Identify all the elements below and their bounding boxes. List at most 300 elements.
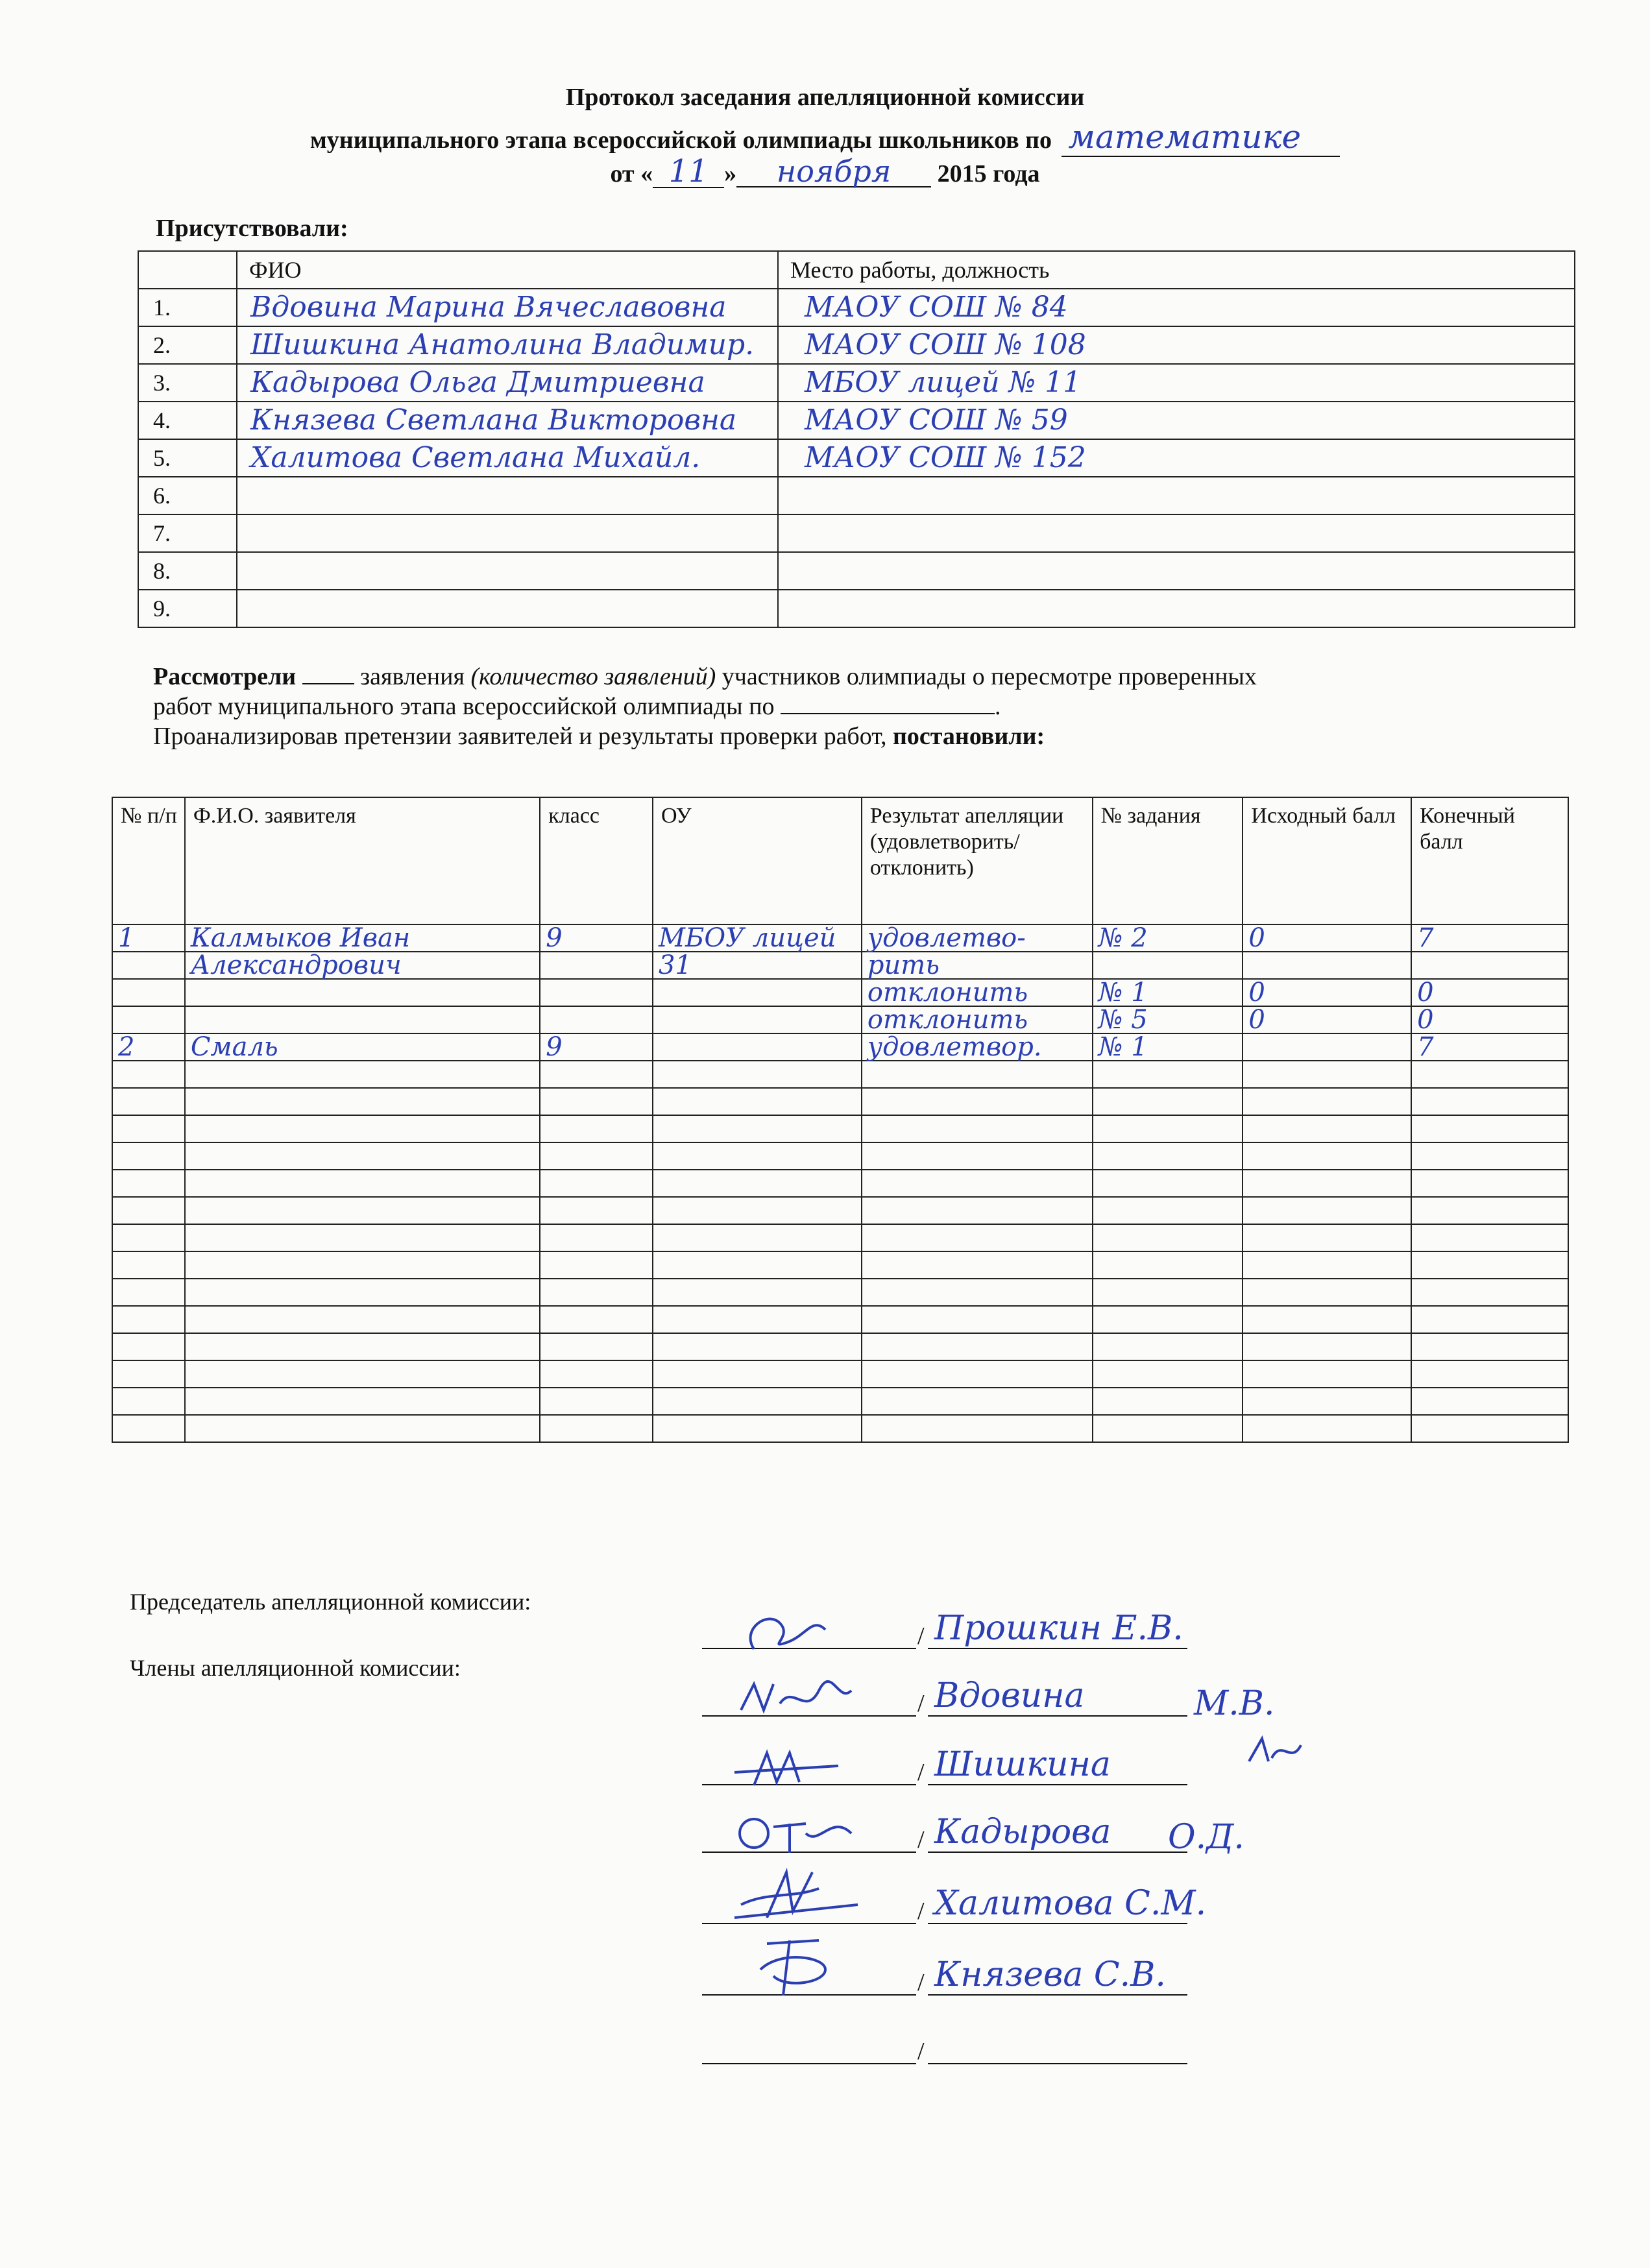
appeal-cell[interactable] xyxy=(862,1115,1093,1142)
appeal-cell[interactable] xyxy=(653,1251,862,1279)
table-row xyxy=(112,1279,1568,1306)
appeal-cell[interactable] xyxy=(862,924,1093,952)
appeal-cell[interactable] xyxy=(185,1170,540,1197)
appeal-cell[interactable] xyxy=(185,1224,540,1251)
appeal-value: Смаль xyxy=(190,1032,278,1062)
appeal-cell[interactable] xyxy=(1411,1142,1568,1170)
appeal-value: Калмыков Иван xyxy=(190,923,411,953)
appeal-cell[interactable] xyxy=(112,924,185,952)
name-cell[interactable] xyxy=(237,326,778,364)
col-school: ОУ xyxy=(653,797,862,924)
members-header-row xyxy=(138,251,1575,289)
appeal-cell[interactable] xyxy=(112,1115,185,1142)
para-colon: : xyxy=(1036,723,1045,750)
name-field[interactable] xyxy=(928,1877,1207,1924)
appeal-cell[interactable] xyxy=(540,1279,653,1306)
place-cell[interactable] xyxy=(778,402,1575,439)
appeal-cell[interactable] xyxy=(862,1333,1093,1360)
place-value: МАОУ СОШ № 152 xyxy=(805,440,1086,474)
table-row xyxy=(138,514,1575,552)
member-name: Кадырова xyxy=(934,1813,1111,1852)
row-num: 3. xyxy=(138,364,237,402)
appeal-cell[interactable] xyxy=(112,1360,185,1388)
appeal-cell[interactable] xyxy=(1093,1142,1243,1170)
appeal-cell[interactable] xyxy=(1093,1033,1243,1061)
appeal-cell[interactable] xyxy=(862,1251,1093,1279)
appeal-cell[interactable] xyxy=(1093,952,1243,979)
name-cell[interactable] xyxy=(237,552,778,590)
appeal-cell[interactable] xyxy=(1411,979,1568,1006)
appeal-cell[interactable] xyxy=(1093,1170,1243,1197)
appeal-cell[interactable] xyxy=(1411,1360,1568,1388)
doc-title-text: муниципального этапа всероссийской олимпиады школьников по xyxy=(309,127,1052,154)
para-line-3 xyxy=(153,721,1568,751)
col-grade: класс xyxy=(540,797,653,924)
members-col-place: Место работы, должность xyxy=(778,251,1575,289)
slash: / xyxy=(917,1826,925,1853)
appeal-cell[interactable] xyxy=(185,1333,540,1360)
para-italic: (количество заявлений) xyxy=(470,663,716,690)
place-cell[interactable] xyxy=(778,514,1575,552)
para-dot: . xyxy=(995,693,1001,720)
table-row xyxy=(112,1360,1568,1388)
member-signature-row xyxy=(702,1745,1189,1786)
decision-paragraph xyxy=(153,662,1568,751)
col-result: Результат апелляции (удовлетворить/ отклонить) xyxy=(862,797,1093,924)
appeal-cell[interactable] xyxy=(1243,1006,1411,1033)
appeal-cell[interactable] xyxy=(112,1388,185,1415)
appeal-cell[interactable] xyxy=(653,1061,862,1088)
appeal-cell[interactable] xyxy=(1243,1142,1411,1170)
table-row xyxy=(112,1170,1568,1197)
name-cell[interactable] xyxy=(237,402,778,439)
table-row xyxy=(112,1388,1568,1415)
appeal-cell[interactable] xyxy=(540,924,653,952)
chair-name: Прошкин Е.В. xyxy=(934,1609,1183,1648)
table-row xyxy=(112,1006,1568,1033)
appeal-cell[interactable] xyxy=(1243,1333,1411,1360)
olympiad-subject-field[interactable] xyxy=(781,694,995,714)
appeal-cell[interactable] xyxy=(862,1006,1093,1033)
appeal-cell[interactable] xyxy=(862,1224,1093,1251)
appeal-cell[interactable] xyxy=(653,1115,862,1142)
place-cell[interactable] xyxy=(778,439,1575,477)
appeal-cell[interactable] xyxy=(1243,1306,1411,1333)
appeal-cell[interactable] xyxy=(653,1279,862,1306)
appeal-cell[interactable] xyxy=(185,1142,540,1170)
appeal-cell[interactable] xyxy=(862,1279,1093,1306)
decided-label: постановили xyxy=(893,723,1037,750)
appeal-cell[interactable] xyxy=(112,1142,185,1170)
appeal-cell[interactable] xyxy=(540,979,653,1006)
name-cell[interactable] xyxy=(237,477,778,514)
appeals-table xyxy=(112,797,1569,1443)
appeal-cell[interactable] xyxy=(1243,979,1411,1006)
appeal-cell[interactable] xyxy=(862,1088,1093,1115)
appeal-cell[interactable] xyxy=(112,1415,185,1442)
member-name: Князева С.В. xyxy=(934,1955,1166,1994)
para-text-4: Проанализировав претензии заявителей и результаты проверки работ, xyxy=(153,723,893,750)
appeal-value: 2 xyxy=(118,1032,135,1062)
appeal-cell[interactable] xyxy=(1093,1061,1243,1088)
appeal-cell[interactable] xyxy=(112,1279,185,1306)
appeal-value: рить xyxy=(867,950,940,980)
table-row xyxy=(112,1197,1568,1224)
row-num: 7. xyxy=(138,514,237,552)
appeal-cell[interactable] xyxy=(185,1360,540,1388)
appeal-cell[interactable] xyxy=(653,1415,862,1442)
name-value: Шишкина Анатолина Владимир. xyxy=(250,328,755,361)
appeal-value: Александрович xyxy=(190,950,402,980)
appeal-cell[interactable] xyxy=(1411,1088,1568,1115)
appeal-cell[interactable] xyxy=(185,1197,540,1224)
appeal-cell[interactable] xyxy=(185,924,540,952)
appeal-cell[interactable] xyxy=(653,1006,862,1033)
appeal-cell[interactable] xyxy=(112,1251,185,1279)
appeal-cell[interactable] xyxy=(1411,1115,1568,1142)
place-cell[interactable] xyxy=(778,326,1575,364)
member-signature-row xyxy=(702,2028,1189,2064)
appeal-cell[interactable] xyxy=(540,1142,653,1170)
member-signature-row xyxy=(702,1813,1189,1853)
signature-field[interactable] xyxy=(702,1670,916,1717)
name-value: Халитова Светлана Михайл. xyxy=(250,440,701,474)
member-signature-row xyxy=(702,1955,1189,1996)
appeal-value: 1 xyxy=(118,923,135,953)
appeal-cell[interactable] xyxy=(653,1333,862,1360)
appeal-cell[interactable] xyxy=(540,1006,653,1033)
appeal-value: 9 xyxy=(546,1032,563,1062)
appeal-cell[interactable] xyxy=(1093,1251,1243,1279)
appeal-cell[interactable] xyxy=(112,1197,185,1224)
appeal-cell[interactable] xyxy=(1093,1333,1243,1360)
appeal-cell[interactable] xyxy=(1411,1224,1568,1251)
signature-scribble-icon xyxy=(728,1604,845,1656)
name-field[interactable] xyxy=(928,2018,1187,2064)
para-line-2 xyxy=(153,692,1568,721)
appeal-cell[interactable] xyxy=(185,1006,540,1033)
name-cell[interactable] xyxy=(237,289,778,326)
appeal-cell[interactable] xyxy=(112,1306,185,1333)
signature-field[interactable] xyxy=(702,1739,916,1785)
appeal-cell[interactable] xyxy=(653,1306,862,1333)
row-num: 9. xyxy=(138,590,237,627)
appeal-value: 0 xyxy=(1248,923,1265,953)
appeal-cell[interactable] xyxy=(540,1360,653,1388)
members-table xyxy=(138,250,1575,628)
appeal-cell[interactable] xyxy=(1243,1415,1411,1442)
initials-scribble-icon xyxy=(1246,1732,1304,1771)
name-field[interactable] xyxy=(928,1949,1187,1996)
appeal-cell[interactable] xyxy=(862,1061,1093,1088)
appeal-cell[interactable] xyxy=(1243,1388,1411,1415)
appeal-cell[interactable] xyxy=(1093,1415,1243,1442)
appeal-cell[interactable] xyxy=(185,1306,540,1333)
date-mid: » xyxy=(724,160,737,187)
place-cell[interactable] xyxy=(778,552,1575,590)
member-name: Шишкина xyxy=(934,1745,1111,1784)
appeal-cell[interactable] xyxy=(1243,1279,1411,1306)
appeal-cell[interactable] xyxy=(185,979,540,1006)
table-row xyxy=(112,1088,1568,1115)
place-cell[interactable] xyxy=(778,477,1575,514)
doc-date-line xyxy=(0,153,1650,189)
appeal-cell[interactable] xyxy=(1411,924,1568,952)
members-col-num xyxy=(138,251,237,289)
member-initials: О.Д. xyxy=(1168,1818,1244,1857)
appeal-cell[interactable] xyxy=(112,1170,185,1197)
chair-signature-row xyxy=(702,1609,1189,1650)
name-cell[interactable] xyxy=(237,439,778,477)
signature-field[interactable] xyxy=(702,1949,916,1996)
appeal-value: удовлетво- xyxy=(867,923,1026,953)
table-row xyxy=(138,326,1575,364)
place-value: МАОУ СОШ № 59 xyxy=(805,403,1068,437)
day-field[interactable]: 11 xyxy=(653,156,724,188)
appeal-cell[interactable] xyxy=(112,979,185,1006)
table-row xyxy=(138,477,1575,514)
appeal-value: 0 xyxy=(1417,1005,1434,1035)
appeal-cell[interactable] xyxy=(1411,1251,1568,1279)
slash: / xyxy=(917,1690,925,1717)
table-row xyxy=(138,289,1575,326)
date-year: 2015 года xyxy=(937,160,1040,187)
appeal-cell[interactable] xyxy=(1411,1033,1568,1061)
appeal-cell[interactable] xyxy=(112,1006,185,1033)
appeal-cell[interactable] xyxy=(1411,1197,1568,1224)
appeal-cell[interactable] xyxy=(1411,1388,1568,1415)
appeal-cell[interactable] xyxy=(112,1061,185,1088)
appeal-cell[interactable] xyxy=(185,1279,540,1306)
appeal-cell[interactable] xyxy=(1411,952,1568,979)
appeal-cell[interactable] xyxy=(1093,1360,1243,1388)
slash: / xyxy=(917,2038,925,2065)
appeal-cell[interactable] xyxy=(1243,1061,1411,1088)
chair-label: Председатель апелляционной комиссии: xyxy=(130,1589,531,1615)
appeal-value: 9 xyxy=(546,923,563,953)
place-cell[interactable] xyxy=(778,364,1575,402)
appeal-cell[interactable] xyxy=(1093,1279,1243,1306)
appeal-cell[interactable] xyxy=(540,1306,653,1333)
signature-scribble-icon xyxy=(728,1866,871,1931)
appeal-cell[interactable] xyxy=(540,1333,653,1360)
appeal-cell[interactable] xyxy=(653,1088,862,1115)
appeal-cell[interactable] xyxy=(862,952,1093,979)
signature-field[interactable] xyxy=(702,1806,916,1853)
table-row xyxy=(112,1142,1568,1170)
appeal-cell[interactable] xyxy=(185,952,540,979)
appeal-value: № 5 xyxy=(1098,1005,1148,1035)
members-col-name: ФИО xyxy=(237,251,778,289)
row-num: 4. xyxy=(138,402,237,439)
appeal-cell[interactable] xyxy=(112,1224,185,1251)
row-num: 6. xyxy=(138,477,237,514)
appeal-cell[interactable] xyxy=(540,1197,653,1224)
name-value: Князева Светлана Викторовна xyxy=(250,403,737,437)
appeal-value: 31 xyxy=(659,950,692,980)
appeal-cell[interactable] xyxy=(185,1088,540,1115)
member-signature-row xyxy=(702,1884,1207,1925)
appeal-cell[interactable] xyxy=(185,1033,540,1061)
col-num: № п/п xyxy=(112,797,185,924)
table-row xyxy=(112,979,1568,1006)
appeal-cell[interactable] xyxy=(1411,1061,1568,1088)
name-cell[interactable] xyxy=(237,590,778,627)
appeal-cell[interactable] xyxy=(653,924,862,952)
appeal-cell[interactable] xyxy=(653,1142,862,1170)
signature-field[interactable] xyxy=(702,1602,916,1649)
appeal-cell[interactable] xyxy=(653,1388,862,1415)
appeal-value: 0 xyxy=(1248,1005,1265,1035)
appeal-cell[interactable] xyxy=(1243,952,1411,979)
appeal-cell[interactable] xyxy=(653,1360,862,1388)
count-field[interactable] xyxy=(302,664,354,684)
table-row xyxy=(112,1415,1568,1442)
appeal-cell[interactable] xyxy=(1093,1115,1243,1142)
appeal-cell[interactable] xyxy=(540,1170,653,1197)
appeal-cell[interactable] xyxy=(653,1170,862,1197)
place-cell[interactable] xyxy=(778,289,1575,326)
appeal-cell[interactable] xyxy=(1411,1170,1568,1197)
row-num: 2. xyxy=(138,326,237,364)
appeal-cell[interactable] xyxy=(1093,979,1243,1006)
appeal-cell[interactable] xyxy=(653,1224,862,1251)
appeal-cell[interactable] xyxy=(862,1415,1093,1442)
appeal-cell[interactable] xyxy=(862,1360,1093,1388)
para-text-2: участников олимпиады о пересмотре проверенных xyxy=(716,663,1257,690)
place-cell[interactable] xyxy=(778,590,1575,627)
appeal-cell[interactable] xyxy=(540,1088,653,1115)
appeal-cell[interactable] xyxy=(185,1251,540,1279)
appeal-cell[interactable] xyxy=(1243,1088,1411,1115)
appeal-cell[interactable] xyxy=(1093,1224,1243,1251)
appeal-cell[interactable] xyxy=(1093,1388,1243,1415)
appeal-cell[interactable] xyxy=(1093,1088,1243,1115)
appeal-cell[interactable] xyxy=(1243,1197,1411,1224)
appeal-cell[interactable] xyxy=(1411,1279,1568,1306)
appeal-value: удовлетвор. xyxy=(867,1032,1042,1062)
appeal-value: 0 xyxy=(1248,978,1265,1007)
appeals-header-row xyxy=(112,797,1568,924)
appeal-cell[interactable] xyxy=(1243,1224,1411,1251)
appeal-cell[interactable] xyxy=(653,952,862,979)
slash: / xyxy=(917,1898,925,1925)
appeal-cell[interactable] xyxy=(540,1388,653,1415)
table-row xyxy=(112,1033,1568,1061)
appeal-value: № 2 xyxy=(1098,923,1148,953)
appeal-value: № 1 xyxy=(1098,978,1148,1007)
name-field[interactable] xyxy=(928,1739,1187,1785)
name-field[interactable] xyxy=(928,1670,1187,1717)
members-label: Члены апелляционной комиссии: xyxy=(130,1655,461,1681)
doc-title-line2 xyxy=(0,118,1650,156)
signature-field[interactable] xyxy=(702,2018,916,2064)
table-row xyxy=(112,1115,1568,1142)
appeal-cell[interactable] xyxy=(1243,1033,1411,1061)
appeal-cell[interactable] xyxy=(862,1170,1093,1197)
appeal-cell[interactable] xyxy=(862,1388,1093,1415)
appeal-cell[interactable] xyxy=(1411,1415,1568,1442)
appeal-value: 7 xyxy=(1417,1032,1434,1062)
appeal-cell[interactable] xyxy=(185,1061,540,1088)
appeal-cell[interactable] xyxy=(185,1115,540,1142)
appeal-cell[interactable] xyxy=(540,1415,653,1442)
month-field[interactable]: ноября xyxy=(736,156,931,187)
member-signature-row xyxy=(702,1676,1189,1717)
table-row xyxy=(138,439,1575,477)
name-value: Кадырова Ольга Дмитриевна xyxy=(250,365,705,399)
appeal-cell[interactable] xyxy=(862,1306,1093,1333)
appeal-cell[interactable] xyxy=(540,952,653,979)
appeal-cell[interactable] xyxy=(1411,1006,1568,1033)
appeal-cell[interactable] xyxy=(1243,924,1411,952)
appeal-cell[interactable] xyxy=(112,1333,185,1360)
appeal-cell[interactable] xyxy=(1093,1197,1243,1224)
appeal-cell[interactable] xyxy=(862,1033,1093,1061)
appeal-cell[interactable] xyxy=(185,1415,540,1442)
signature-field[interactable] xyxy=(702,1877,916,1924)
appeal-cell[interactable] xyxy=(862,979,1093,1006)
appeal-cell[interactable] xyxy=(1243,1170,1411,1197)
appeal-value: отклонить xyxy=(867,1005,1028,1035)
appeal-cell[interactable] xyxy=(112,952,185,979)
name-field[interactable] xyxy=(928,1602,1187,1649)
table-row xyxy=(112,1333,1568,1360)
appeal-cell[interactable] xyxy=(1243,1115,1411,1142)
para-text-3: работ муниципального этапа всероссийской олимпиады по xyxy=(153,693,781,720)
appeal-cell[interactable] xyxy=(540,1115,653,1142)
appeal-cell[interactable] xyxy=(862,1142,1093,1170)
appeal-cell[interactable] xyxy=(540,1251,653,1279)
name-field[interactable] xyxy=(928,1806,1187,1853)
appeal-value: 7 xyxy=(1417,923,1434,953)
present-label: Присутствовали: xyxy=(156,215,348,242)
subject-field[interactable]: математике xyxy=(1062,118,1340,157)
place-value: МБОУ лицей № 11 xyxy=(805,365,1082,399)
table-row xyxy=(138,552,1575,590)
appeal-cell[interactable] xyxy=(1243,1360,1411,1388)
appeal-cell[interactable] xyxy=(653,1033,862,1061)
appeal-cell[interactable] xyxy=(1093,1306,1243,1333)
para-line-1 xyxy=(153,662,1568,692)
appeal-cell[interactable] xyxy=(185,1388,540,1415)
appeal-cell[interactable] xyxy=(653,1197,862,1224)
signature-scribble-icon xyxy=(728,1931,858,2002)
appeal-cell[interactable] xyxy=(1411,1306,1568,1333)
appeal-cell[interactable] xyxy=(1411,1333,1568,1360)
appeal-cell[interactable] xyxy=(112,1088,185,1115)
place-value: МАОУ СОШ № 84 xyxy=(805,290,1068,324)
appeal-cell[interactable] xyxy=(862,1197,1093,1224)
name-cell[interactable] xyxy=(237,364,778,402)
signature-scribble-icon xyxy=(728,1740,845,1792)
appeal-cell[interactable] xyxy=(540,1061,653,1088)
appeal-cell[interactable] xyxy=(653,979,862,1006)
appeal-cell[interactable] xyxy=(1093,1006,1243,1033)
appeal-cell[interactable] xyxy=(1243,1251,1411,1279)
table-row xyxy=(112,924,1568,952)
col-initial-score: Исходный балл xyxy=(1243,797,1411,924)
slash: / xyxy=(917,1969,925,1996)
name-cell[interactable] xyxy=(237,514,778,552)
appeal-cell[interactable] xyxy=(112,1033,185,1061)
appeal-cell[interactable] xyxy=(540,1224,653,1251)
table-row xyxy=(138,364,1575,402)
table-row xyxy=(112,1306,1568,1333)
appeal-cell[interactable] xyxy=(540,1033,653,1061)
appeal-value: отклонить xyxy=(867,978,1028,1007)
appeal-cell[interactable] xyxy=(1093,924,1243,952)
